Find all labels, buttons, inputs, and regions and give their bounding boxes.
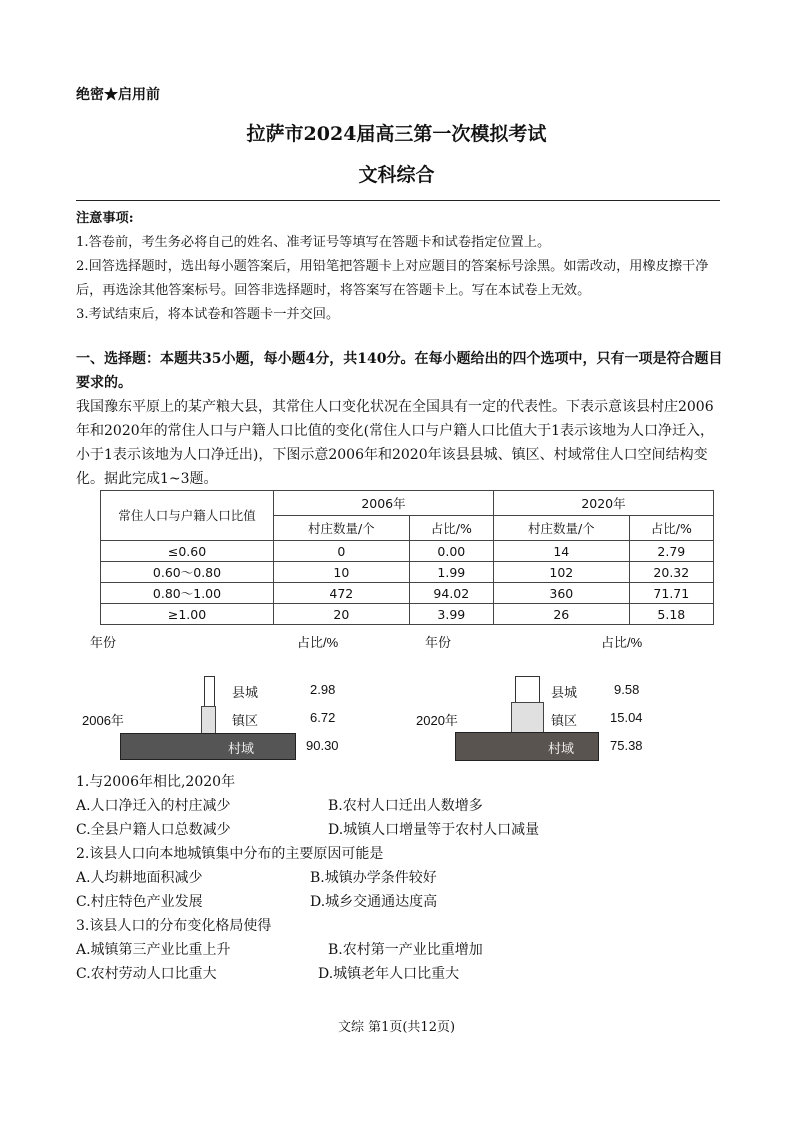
village-percent: 90.30 bbox=[306, 738, 339, 753]
table-cell: 0.60～0.80 bbox=[101, 562, 274, 583]
table-cell: 10 bbox=[274, 562, 410, 583]
county-town-label: 县城 bbox=[551, 685, 578, 700]
questions-block bbox=[76, 770, 724, 986]
exam-title: 拉萨市2024届高三第一次模拟考试 bbox=[246, 123, 547, 145]
table-cell: 360 bbox=[493, 583, 629, 604]
option-c: C.农村劳动人口比重大 bbox=[76, 966, 217, 982]
table-cell: 94.02 bbox=[409, 583, 493, 604]
exam-subject: 文科综合 bbox=[358, 164, 435, 186]
table-subheader: 村庄数量/个 bbox=[493, 516, 629, 541]
table-row bbox=[101, 583, 714, 604]
option-d: D.城镇人口增量等于农村人口减量 bbox=[328, 822, 540, 838]
question-stem: 3.该县人口的分布变化格局使得 bbox=[76, 918, 272, 934]
figure-year: 2006年 bbox=[82, 713, 124, 728]
table-header-row bbox=[101, 491, 714, 516]
option-b: B.农村人口迁出人数增多 bbox=[328, 798, 483, 814]
county-town-bar bbox=[515, 676, 540, 704]
county-town-label: 县城 bbox=[232, 685, 259, 700]
township-bar bbox=[511, 702, 544, 734]
figure-ratio-label: 占比/% bbox=[297, 635, 339, 650]
figure-year: 2020年 bbox=[416, 713, 458, 728]
option-b: B.城镇办学条件较好 bbox=[310, 870, 437, 886]
note-item: 1.答卷前，考生务必将自己的姓名、准考证号等填写在答题卡和试卷指定位置上。 bbox=[76, 235, 551, 250]
note-item: 3.考试结束后，将本试卷和答题卡一并交回。 bbox=[76, 307, 340, 322]
table-cell: 14 bbox=[493, 541, 629, 562]
village-label: 村域 bbox=[228, 741, 255, 756]
option-d: D.城乡交通通达度高 bbox=[310, 894, 438, 910]
figure-ratio-label: 占比/% bbox=[601, 635, 643, 650]
option-b: B.农村第一产业比重增加 bbox=[328, 942, 483, 958]
question-stem: 2.该县人口向本地城镇集中分布的主要原因可能是 bbox=[76, 846, 384, 862]
table-cell: 1.99 bbox=[409, 562, 493, 583]
table-cell: ≤0.60 bbox=[101, 541, 274, 562]
notes-heading: 注意事项: bbox=[76, 211, 134, 226]
table-cell: 472 bbox=[274, 583, 410, 604]
table-subheader: 村庄数量/个 bbox=[274, 516, 410, 541]
table-header-ratio: 常住人口与户籍人口比值 bbox=[101, 491, 274, 541]
figure-year-label: 年份 bbox=[425, 635, 452, 650]
page-footer: 文综 第1页(共12页) bbox=[337, 1020, 456, 1035]
table-cell: 3.99 bbox=[409, 604, 493, 625]
table-cell: 5.18 bbox=[629, 604, 713, 625]
county-town-percent: 2.98 bbox=[310, 682, 336, 697]
table-cell: 20 bbox=[274, 604, 410, 625]
township-percent: 6.72 bbox=[310, 710, 336, 725]
village-label: 村域 bbox=[548, 741, 575, 756]
village-bar bbox=[120, 733, 296, 760]
note-item: 2.回答选择题时，选出每小题答案后，用铅笔把答题卡上对应题目的答案标号涂黑。如需改动，用橡皮擦干净后，再选涂其他答案标号。回答非选择题时，将答案写在答题卡上。写在本试卷上无效。 bbox=[76, 259, 709, 298]
table-cell: 0 bbox=[274, 541, 410, 562]
county-town-percent: 9.58 bbox=[614, 682, 640, 697]
table-cell: 0.80～1.00 bbox=[101, 583, 274, 604]
table-cell: 102 bbox=[493, 562, 629, 583]
option-a: A.人口净迁入的村庄减少 bbox=[76, 798, 231, 814]
village-bar bbox=[455, 732, 599, 761]
table-row bbox=[101, 562, 714, 583]
question-intro: 我国豫东平原上的某产粮大县，其常住人口变化状况在全国具有一定的代表性。下表示意该县村庄2006年和2020年的常住人口与户籍人口比值的变化(常住人口与户籍人口比值大于1表示该地为人口净迁入，小于1表示该地为人口净迁出)，下图示意2006年和2020年该县县城、镇区、村域常住人口空间结构变化。据此完成1~3题。 bbox=[76, 399, 714, 487]
confidential-mark: 绝密★启用前 bbox=[76, 87, 160, 103]
table-cell: 0.00 bbox=[409, 541, 493, 562]
village-percent: 75.38 bbox=[610, 738, 643, 753]
option-d: D.城镇老年人口比重大 bbox=[318, 966, 460, 982]
table-cell: 26 bbox=[493, 604, 629, 625]
table-header-2020: 2020年 bbox=[493, 491, 713, 516]
option-a: A.城镇第三产业比重上升 bbox=[76, 942, 231, 958]
table-cell: 71.71 bbox=[629, 583, 713, 604]
figure-year-label: 年份 bbox=[90, 635, 117, 650]
option-a: A.人均耕地面积减少 bbox=[76, 870, 203, 886]
header-divider bbox=[76, 200, 720, 201]
option-c: C.村庄特色产业发展 bbox=[76, 894, 203, 910]
township-percent: 15.04 bbox=[610, 710, 643, 725]
township-bar bbox=[201, 706, 216, 735]
table-subheader: 占比/% bbox=[629, 516, 713, 541]
county-town-bar bbox=[204, 676, 215, 708]
township-label: 镇区 bbox=[232, 713, 259, 728]
township-label: 镇区 bbox=[551, 713, 578, 728]
population-ratio-table bbox=[100, 490, 714, 625]
notes-block bbox=[76, 207, 724, 327]
option-c: C.全县户籍人口总数减少 bbox=[76, 822, 231, 838]
table-cell: 2.79 bbox=[629, 541, 713, 562]
table-row bbox=[101, 604, 714, 625]
table-cell: ≥1.00 bbox=[101, 604, 274, 625]
table-row bbox=[101, 541, 714, 562]
table-cell: 20.32 bbox=[629, 562, 713, 583]
table-header-2006: 2006年 bbox=[274, 491, 494, 516]
question-stem: 1.与2006年相比,2020年 bbox=[76, 774, 236, 790]
section-heading: 一、选择题：本题共35小题，每小题4分，共140分。在每小题给出的四个选项中，只有一项是符合题目要求的。 bbox=[76, 351, 723, 391]
table-subheader: 占比/% bbox=[409, 516, 493, 541]
